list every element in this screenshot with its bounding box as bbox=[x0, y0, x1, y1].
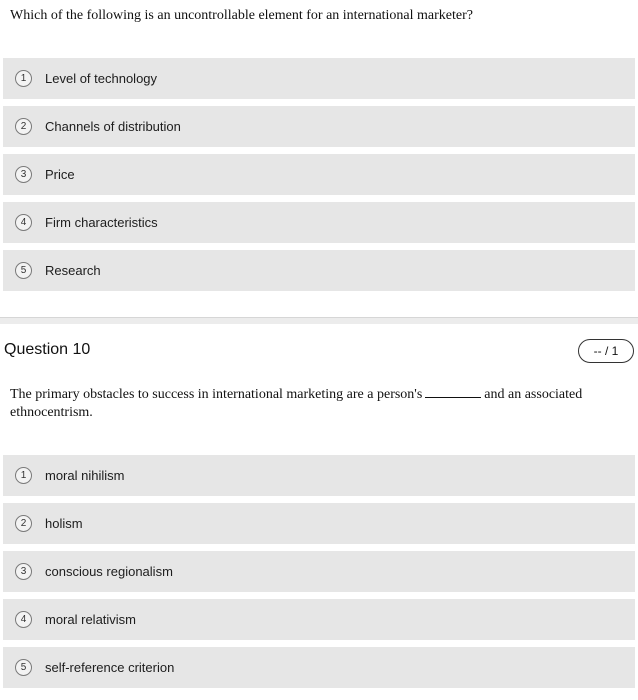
question-10-title: Question 10 bbox=[4, 341, 91, 358]
option-label: moral relativism bbox=[45, 612, 137, 627]
option-label: Channels of distribution bbox=[45, 119, 181, 134]
answer-option-1[interactable] bbox=[3, 58, 635, 99]
answer-option-5[interactable] bbox=[3, 250, 635, 291]
option-number-badge: 4 bbox=[15, 611, 32, 628]
question-divider bbox=[0, 317, 638, 324]
prompt-text-part1: The primary obstacles to success in international marketing are a person's bbox=[10, 387, 423, 402]
answer-option-3[interactable] bbox=[3, 154, 635, 195]
option-number-badge: 3 bbox=[15, 166, 32, 183]
question-9-options bbox=[3, 58, 635, 298]
option-number-badge: 3 bbox=[15, 563, 32, 580]
option-label: moral nihilism bbox=[45, 468, 125, 483]
answer-option-4[interactable] bbox=[3, 202, 635, 243]
fill-in-blank bbox=[425, 385, 481, 398]
question-9-prompt: Which of the following is an uncontrollable element for an international marketer? bbox=[10, 8, 473, 23]
answer-option-2[interactable] bbox=[3, 503, 635, 544]
option-number-badge: 1 bbox=[15, 70, 32, 87]
answer-option-3[interactable] bbox=[3, 551, 635, 592]
question-10-prompt bbox=[10, 385, 610, 422]
option-number-badge: 2 bbox=[15, 118, 32, 135]
option-number-badge: 2 bbox=[15, 515, 32, 532]
question-10-options bbox=[3, 455, 635, 695]
prompt-text-part2: and an associated ethnocentrism. bbox=[10, 387, 583, 420]
question-score-badge: -- / 1 bbox=[578, 339, 634, 363]
option-label: holism bbox=[45, 516, 83, 531]
option-label: Firm characteristics bbox=[45, 215, 158, 230]
answer-option-1[interactable] bbox=[3, 455, 635, 496]
option-label: Level of technology bbox=[45, 71, 158, 86]
option-number-badge: 5 bbox=[15, 659, 32, 676]
option-label: Research bbox=[45, 263, 101, 278]
option-label: Price bbox=[45, 167, 75, 182]
option-number-badge: 5 bbox=[15, 262, 32, 279]
answer-option-5[interactable] bbox=[3, 647, 635, 688]
option-number-badge: 4 bbox=[15, 214, 32, 231]
option-label: conscious regionalism bbox=[45, 564, 173, 579]
answer-option-4[interactable] bbox=[3, 599, 635, 640]
answer-option-2[interactable] bbox=[3, 106, 635, 147]
option-number-badge: 1 bbox=[15, 467, 32, 484]
option-label: self-reference criterion bbox=[45, 660, 175, 675]
